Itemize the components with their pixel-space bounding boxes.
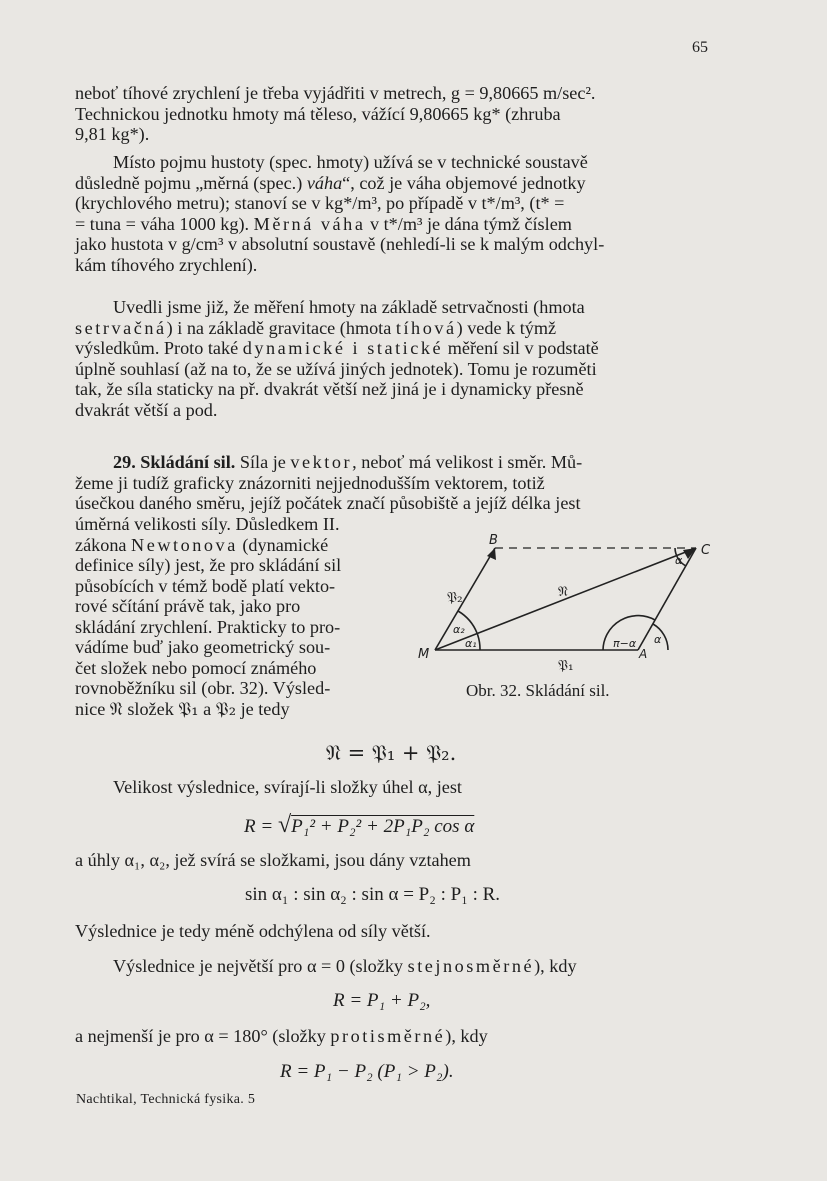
equation-vector-sum: 𝔑 = 𝔓₁ + 𝔓₂. <box>326 741 457 765</box>
label-p1: 𝔓₁ <box>558 658 574 674</box>
equation-resultant-magnitude <box>244 812 474 839</box>
side-ac-line <box>638 548 696 650</box>
label-alpha-a: α <box>654 633 662 646</box>
label-m: M <box>418 647 430 662</box>
label-a: A <box>639 647 648 661</box>
text-span: ) i na základě gravitace (hmota <box>166 317 396 338</box>
italic-term: váha <box>306 172 343 193</box>
section-number: 29. <box>113 452 136 472</box>
text-line: Velikost výslednice, svírají-li složky úhel α, jest <box>113 777 462 797</box>
text-line: působících v témž bodě platí vekto- <box>75 575 336 596</box>
vector-symbol: 𝔓₂ <box>215 698 237 720</box>
figure-caption: Obr. 32. Skládání sil. <box>466 681 610 700</box>
text-line: kám tíhového zrychlení). <box>75 254 258 275</box>
text-line: úměrná velikosti síly. Důsledkem II. <box>75 514 340 534</box>
paragraph-magnitude <box>75 777 725 798</box>
text-line: vádíme buď jako geometrický sou- <box>75 637 331 657</box>
section-29-wrapped-text <box>75 514 397 720</box>
text-line <box>75 338 725 359</box>
page-footer: Nachtikal, Technická fysika. 5 <box>76 1092 256 1107</box>
text-span: a nejmenší je pro α = 180° (složky <box>75 1026 331 1046</box>
label-r: 𝔑 <box>558 584 568 600</box>
text-line <box>75 452 725 473</box>
text-span: složek <box>122 698 179 719</box>
text-line: rovnoběžníku sil (obr. 32). Výsled- <box>75 678 331 698</box>
spaced-term: vektor <box>290 452 353 472</box>
text-span: ), kdy <box>534 956 577 976</box>
section-title: Skládání sil. <box>140 452 236 472</box>
text-span: ), kdy <box>445 1026 488 1046</box>
formula-lhs: R = <box>244 816 278 837</box>
equation-maximum: R = P₁ + P₂, <box>333 990 431 1011</box>
paragraph-specific-weight <box>75 152 725 275</box>
spaced-term: dynamické i statické <box>242 338 444 358</box>
text-line: úplně souhlasí (až na to, že se užívá jiných jednotek). Tomu je rozuměti <box>75 358 597 379</box>
text-span: a <box>198 698 216 719</box>
text-span: důsledně pojmu „měrná (spec.) <box>75 172 307 193</box>
text-line: Uvedli jsme již, že měření hmoty na základě setrvačnosti (hmota <box>113 297 585 317</box>
text-line: Technickou jednotku hmoty má těleso, vážící 9,80665 kg* (zhruba <box>75 103 561 124</box>
spaced-term: stejnosměrné <box>407 956 535 976</box>
text-line: 9,81 kg*). <box>75 124 150 144</box>
text-line: definice síly) jest, že pro skládání sil <box>75 555 342 575</box>
text-span: je tedy <box>236 698 290 719</box>
text-line <box>75 173 725 194</box>
label-b: B <box>489 533 498 548</box>
paragraph-deviation <box>75 921 725 942</box>
text-span: ) vede k týmž <box>456 317 557 338</box>
paragraph-mass-measure <box>75 297 725 420</box>
sqrt-sign: √ <box>277 812 292 838</box>
paragraph-minimum <box>75 1026 725 1047</box>
text-span: Síla je <box>235 452 291 472</box>
text-line: Výslednice je tedy méně odchýlena od síly větší. <box>75 921 431 941</box>
spaced-term: tíhová <box>395 317 457 338</box>
text-line: a úhly α₁, α₂, jež svírá se složkami, jsou dány vztahem <box>75 850 471 870</box>
vector-symbol: 𝔑 <box>109 698 123 720</box>
label-alpha-2: α₂ <box>453 623 465 636</box>
text-span: nice <box>75 698 110 719</box>
equation-minimum: R = P₁ − P₂ (P₁ > P₂). <box>280 1061 454 1082</box>
text-line <box>75 214 725 235</box>
text-line: žeme ji tudíž graficky znázorniti nejjednodušším vektorem, totiž <box>75 472 545 493</box>
spaced-term: setrvačná <box>75 317 167 338</box>
paragraph-angles <box>75 850 725 871</box>
text-line: jako hustota v g/cm³ v absolutní soustavě (nehledí-li se k malým odchyl- <box>75 234 605 254</box>
text-line: skládání zrychlení. Prakticky to pro- <box>75 616 341 637</box>
spaced-term: Newtonova <box>131 534 238 555</box>
spaced-term: protisměrné <box>330 1026 446 1046</box>
text-line: rové sčítání právě tak, jako pro <box>75 596 301 616</box>
text-line <box>75 535 397 556</box>
spaced-term: Měrná váha <box>253 213 366 234</box>
text-line: (krychlového metru); stanoví se v kg*/m³, po případě v t*/m³, (t* = <box>75 193 565 213</box>
vector-p2-line <box>435 548 495 650</box>
text-line: čet složek nebo pomocí známého <box>75 657 317 678</box>
text-line: Místo pojmu hustoty (spec. hmoty) užívá se v technické soustavě <box>113 152 588 172</box>
text-span: Výslednice je největší pro α = 0 (složky <box>113 956 408 976</box>
label-p2: 𝔓₂ <box>447 590 463 606</box>
text-span: , neboť má velikost i směr. Mů- <box>352 452 583 472</box>
vector-symbol: 𝔓₁ <box>178 698 199 720</box>
paragraph-gravity <box>75 83 725 145</box>
text-line: úsečkou daného směru, jejíž počátek značí působiště a jejíž délka jest <box>75 493 581 513</box>
text-span: v t*/m³ je dána týmž číslem <box>365 213 572 234</box>
text-span: výsledkům. Proto také <box>75 338 243 358</box>
label-alpha-1: α₁ <box>465 637 477 650</box>
text-line <box>75 699 397 721</box>
text-line <box>75 956 725 977</box>
text-span: “, což je váha objemové jednotky <box>342 172 586 193</box>
text-line <box>75 1026 725 1047</box>
page-number: 65 <box>692 39 708 56</box>
label-pi-minus-alpha: π−α <box>613 637 637 650</box>
equation-sine-ratio: sin α₁ : sin α₂ : sin α = P₂ : P₁ : R. <box>245 884 501 905</box>
paragraph-maximum <box>75 956 725 977</box>
text-span: zákona <box>75 534 132 555</box>
text-line: tak, že síla staticky na př. dvakrát větší než jiná je i dynamicky přesně <box>75 379 584 399</box>
formula-radicand: P₁² + P₂² + 2P₁P₂ cos α <box>291 816 475 837</box>
angle-a1-arc <box>477 633 480 650</box>
text-line: dvakrát větší a pod. <box>75 399 218 420</box>
label-alpha-c: α <box>675 554 683 567</box>
text-span: měření sil v podstatě <box>443 338 599 358</box>
label-c: C <box>701 543 711 558</box>
section-29-intro <box>75 452 725 514</box>
text-line: neboť tíhové zrychlení je třeba vyjádřiti v metrech, g = 9,80665 m/sec². <box>75 83 596 103</box>
text-line <box>75 318 725 339</box>
text-span: = tuna = váha 1000 kg). <box>75 213 254 234</box>
text-span: (dynamické <box>237 534 329 555</box>
force-parallelogram-figure <box>410 530 720 678</box>
resultant-arrowhead <box>683 548 696 559</box>
